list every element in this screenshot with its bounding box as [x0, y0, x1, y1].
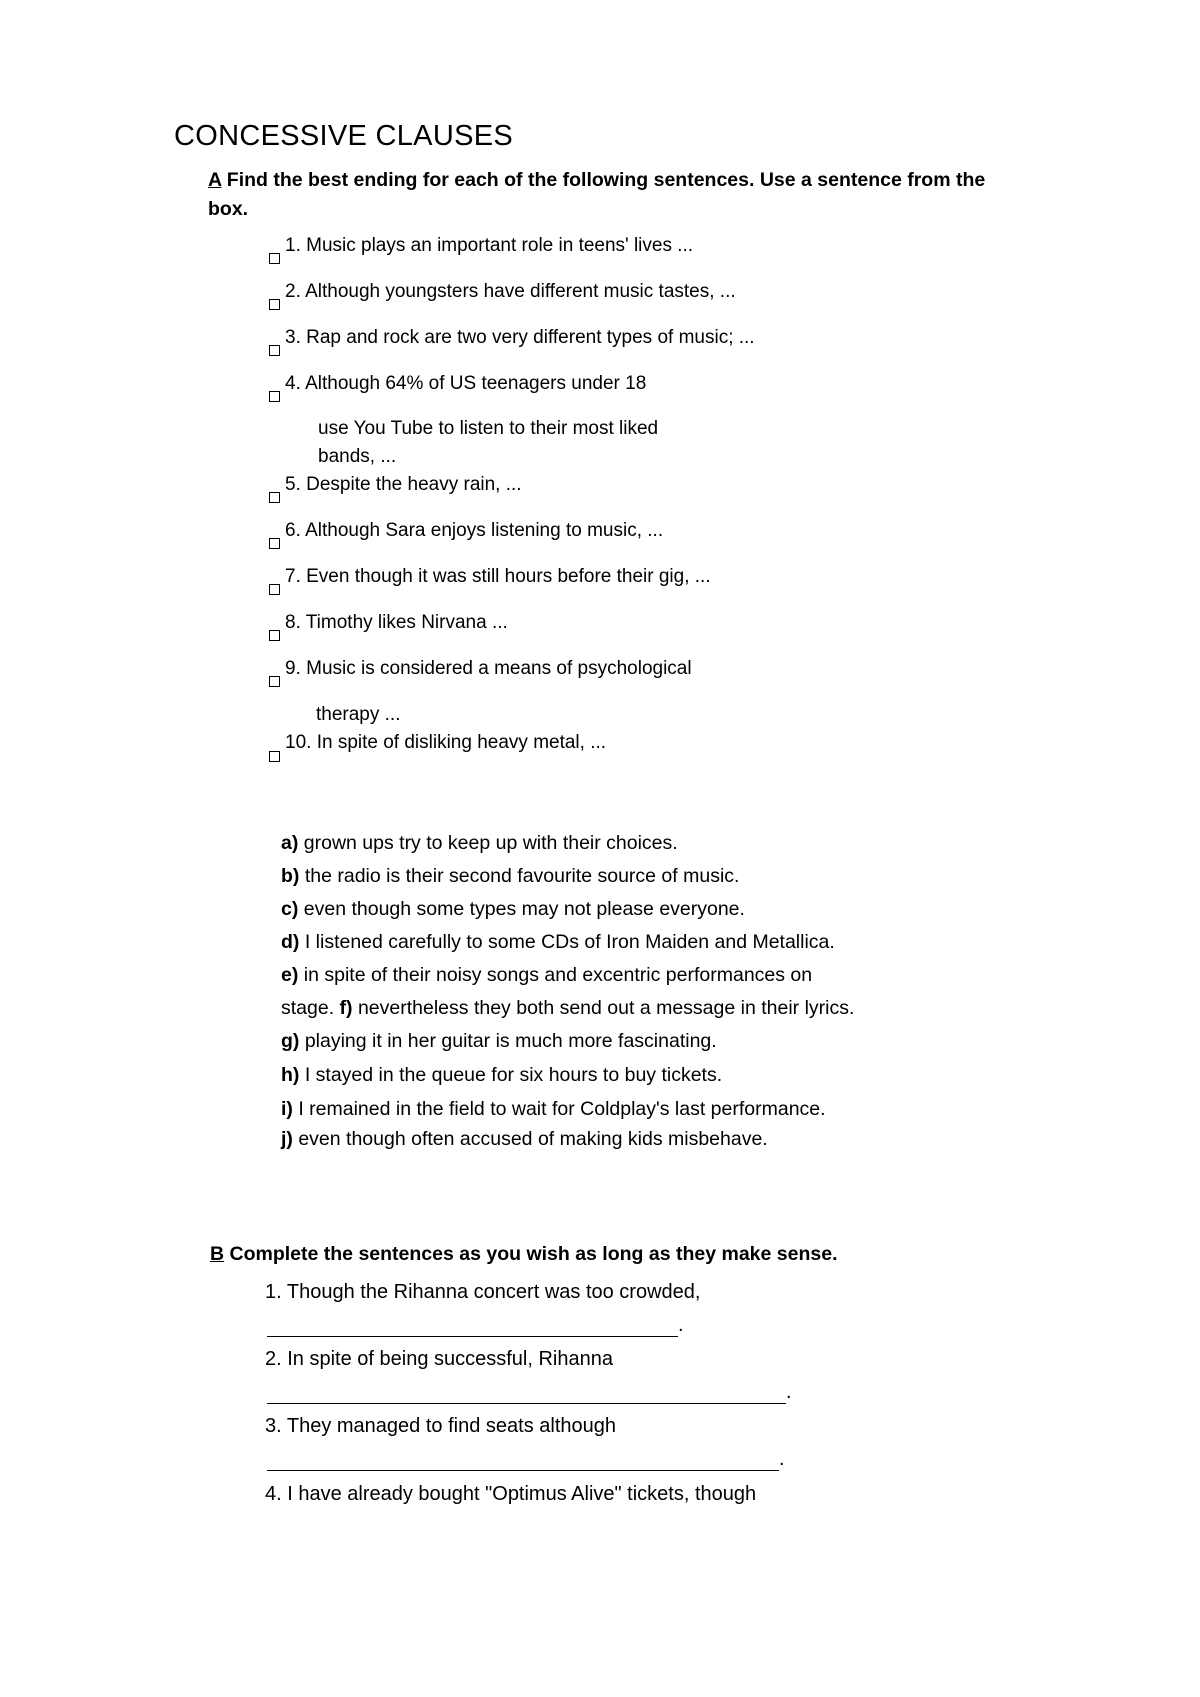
item-2-text: 2. Although youngsters have different music tastes, ...	[285, 281, 736, 302]
answer-j-text: even though often accused of making kids misbehave.	[292, 1128, 768, 1150]
item-10-checkbox[interactable]	[269, 751, 280, 762]
answer-a-label: a)	[281, 832, 299, 854]
item-8-text: 8. Timothy likes Nirvana ...	[285, 612, 508, 633]
answer-c-text: even though some types may not please everyone.	[298, 898, 745, 920]
answer-i-text: I remained in the field to wait for Coldplay's last performance.	[292, 1098, 826, 1120]
answer-b	[281, 865, 739, 888]
section-a-instruction-text: Find the best ending for each of the following sentences. Use a sentence from the box.	[208, 169, 986, 220]
item-9-continuation: therapy ...	[316, 704, 401, 725]
item-6-text: 6. Although Sara enjoys listening to music, ...	[285, 520, 664, 541]
answer-e-label: e)	[281, 964, 299, 986]
item-6-checkbox[interactable]	[269, 538, 280, 549]
item-1-text: 1. Music plays an important role in teens' lives ...	[285, 235, 694, 256]
item-4-text: 4. Although 64% of US teenagers under 18	[285, 373, 647, 394]
item-7-checkbox[interactable]	[269, 584, 280, 595]
answer-a-text: grown ups try to keep up with their choices.	[298, 832, 678, 854]
answer-i	[281, 1098, 826, 1121]
section-b-item-3: 3. They managed to find seats although	[265, 1415, 616, 1437]
answer-f-text: nevertheless they both send out a message in their lyrics.	[352, 997, 855, 1019]
answer-c-label: c)	[281, 898, 299, 920]
answer-j-label: j)	[281, 1128, 293, 1150]
answer-j	[281, 1128, 768, 1151]
item-7-text: 7. Even though it was still hours before their gig, ...	[285, 566, 711, 587]
item-10-text: 10. In spite of disliking heavy metal, ...	[285, 732, 607, 753]
answer-d-text: I listened carefully to some CDs of Iron Maiden and Metallica.	[299, 931, 835, 953]
item-5-text: 5. Despite the heavy rain, ...	[285, 474, 522, 495]
answer-f	[281, 997, 854, 1020]
answer-e-continuation: stage.	[281, 997, 340, 1019]
answer-h	[281, 1064, 722, 1087]
item-4-continuation-2: bands, ...	[318, 446, 397, 467]
section-b-instruction-text: Complete the sentences as you wish as long as they make sense.	[224, 1243, 838, 1265]
answer-d	[281, 931, 835, 954]
blank-1-period: .	[678, 1314, 684, 1336]
item-3-text: 3. Rap and rock are two very different types of music; ...	[285, 327, 755, 348]
item-4-checkbox[interactable]	[269, 391, 280, 402]
page-title: CONCESSIVE CLAUSES	[174, 120, 513, 152]
answer-b-text: the radio is their second favourite source of music.	[299, 865, 740, 887]
answer-blank-2[interactable]	[267, 1378, 786, 1404]
answer-i-label: i)	[281, 1098, 293, 1120]
item-8-checkbox[interactable]	[269, 630, 280, 641]
blank-3-period: .	[779, 1448, 785, 1470]
item-3-checkbox[interactable]	[269, 345, 280, 356]
blank-2-period: .	[786, 1381, 792, 1403]
section-a-letter: A	[208, 169, 222, 191]
item-9-text: 9. Music is considered a means of psychological	[285, 658, 692, 679]
answer-g-label: g)	[281, 1030, 300, 1052]
section-a-instruction	[208, 166, 998, 224]
answer-blank-3[interactable]	[267, 1445, 779, 1471]
answer-b-label: b)	[281, 865, 300, 887]
answer-a	[281, 832, 678, 855]
answer-e	[281, 964, 812, 987]
section-b-item-4: 4. I have already bought "Optimus Alive" tickets, though	[265, 1483, 757, 1505]
answer-h-label: h)	[281, 1064, 300, 1086]
answer-blank-1[interactable]	[267, 1311, 678, 1337]
item-4-continuation-1: use You Tube to listen to their most liked	[318, 418, 659, 439]
section-b-letter: B	[210, 1243, 225, 1265]
item-5-checkbox[interactable]	[269, 492, 280, 503]
answer-e-text: in spite of their noisy songs and excentric performances on	[298, 964, 813, 986]
answer-d-label: d)	[281, 931, 300, 953]
answer-f-label: f)	[339, 997, 353, 1019]
section-b-item-2: 2. In spite of being successful, Rihanna	[265, 1348, 613, 1370]
item-1-checkbox[interactable]	[269, 253, 280, 264]
item-2-checkbox[interactable]	[269, 299, 280, 310]
section-b-instruction	[210, 1243, 838, 1266]
answer-g-text: playing it in her guitar is much more fascinating.	[299, 1030, 717, 1052]
answer-g	[281, 1030, 717, 1053]
answer-h-text: I stayed in the queue for six hours to buy tickets.	[299, 1064, 723, 1086]
answer-c	[281, 898, 745, 921]
item-9-checkbox[interactable]	[269, 676, 280, 687]
section-b-item-1: 1. Though the Rihanna concert was too crowded,	[265, 1281, 701, 1303]
